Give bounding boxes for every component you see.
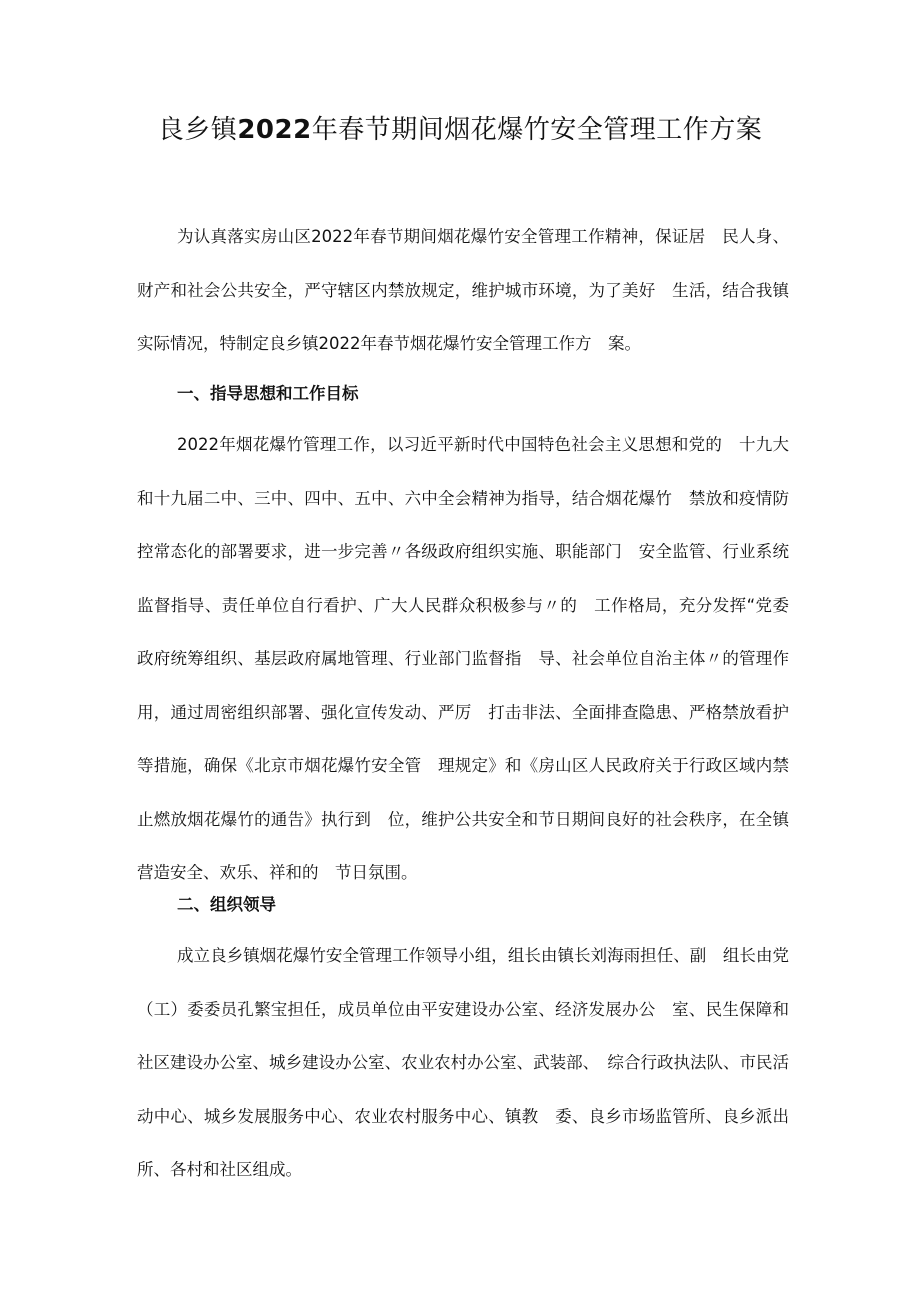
intro-paragraph: 为认真落实房山区2022年春节期间烟花爆竹安全管理工作精神，保证居 民人身、财产和社会公共安全，严守辖区内禁放规定，维护城市环境，为了美好 生活，结合我镇实际情况，特制定良乡镇2022年春节烟花爆竹安全管理工作方 案。 [137, 227, 789, 353]
section-body-guiding-principles: 2022年烟花爆竹管理工作，以习近平新时代中国特色社会主义思想和党的 十九大和十九届二中、三中、四中、五中、六中全会精神为指导，结合烟花爆竹 禁放和疫情防控常态化的部署要求，进一步完善〃各级政府组织实施、职能部门 安全监管、行业系统监督指导、责任单位自行看护、广大人民群众积极参与〃的 工作格局，充分发挥“党委政府统筹组织、基层政府属地管理、行业部门监督指 导、社会单位自治主体〃的管理作用，通过周密组织部署、强化宣传发动、严厉 打击非法、全面排查隐患、严格禁放看护等措施，确保《北京市烟花爆竹安全管 理规定》和《房山区人民政府关于行政区域内禁止燃放烟花爆竹的通告》执行到 位，维护公共安全和节日期间良好的社会秩序，在全镇营造安全、欢乐、祥和的 节日氛围。 [137, 435, 789, 882]
document-title [0, 112, 920, 148]
section-heading-organization: 二、组织领导 [177, 895, 276, 914]
section-heading-guiding-principles: 一、指导思想和工作目标 [177, 384, 359, 403]
section-body-organization: 成立良乡镇烟花爆竹安全管理工作领导小组，组长由镇长刘海雨担任、副 组长由党（工）委委员孔繁宝担任，成员单位由平安建设办公室、经济发展办公 室、民生保障和社区建设办公室、城乡建设办公室、农业农村办公室、武装部、 综合行政执法队、市民活动中心、城乡发展服务中心、农业农村服务中心、镇教 委、良乡市场监管所、良乡派出所、各村和社区组成。 [137, 946, 789, 1179]
title-prefix: 良乡镇 [157, 115, 238, 145]
title-suffix: 年春节期间烟花爆竹安全管理工作方案 [311, 115, 763, 145]
title-year: 2022 [237, 115, 312, 145]
